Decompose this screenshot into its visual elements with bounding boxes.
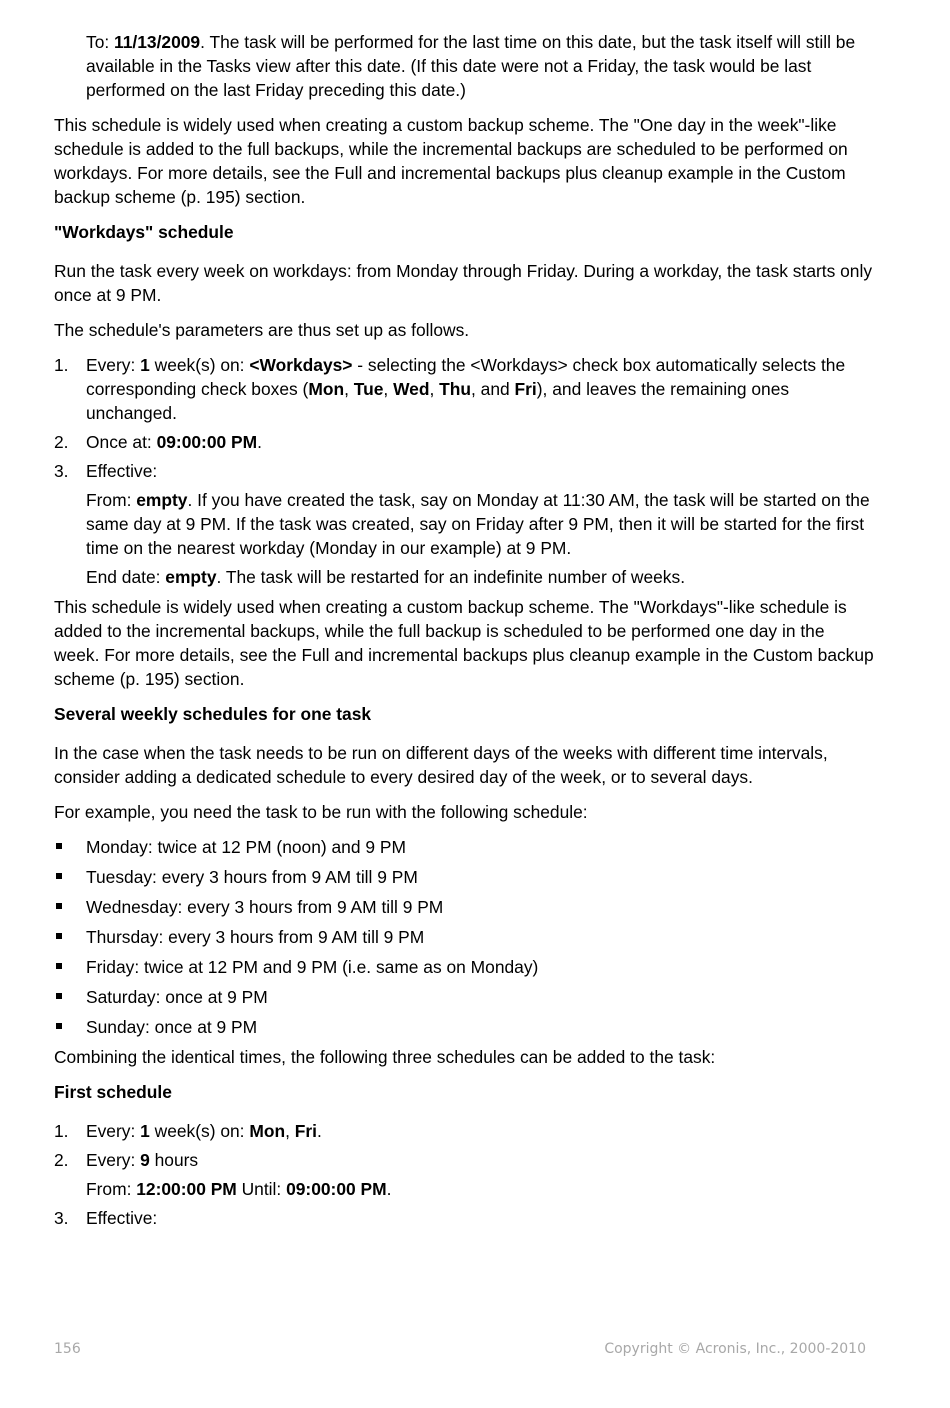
list-number: 1. [54,355,69,375]
from-paragraph [86,488,874,560]
list-item [54,1148,874,1201]
bold-value: 1 [140,1121,150,1141]
text: hours [149,1150,199,1170]
bullet-icon [56,993,62,999]
workdays-params-intro: The schedule's parameters are thus set up as follows. [54,320,470,340]
text: . [386,1179,392,1199]
text: , [285,1121,295,1141]
text: , [344,379,354,399]
bullet-text: Tuesday: every 3 hours from 9 AM till 9 PM [86,867,418,887]
bullet-text: Friday: twice at 12 PM and 9 PM (i.e. same as on Monday) [86,957,539,977]
text: . [316,1121,322,1141]
bullet-text: Sunday: once at 9 PM [86,1017,258,1037]
list-item [54,925,874,949]
one-day-usage-paragraph: This schedule is widely used when creating a custom backup scheme. The "One day in the week"-like schedule is added to the full backups, while the incremental backups are scheduled to be performed on workdays. For more details, see the Full and incremental backups plus cleanup example in the Custom backup scheme (p. 195) section. [54,115,848,207]
bullet-text: Saturday: once at 9 PM [86,987,268,1007]
page-footer [54,1337,866,1361]
effective-label: Effective: [86,461,158,481]
list-item [54,1015,874,1039]
text: , [429,379,440,399]
bold-value: 9 [140,1150,150,1170]
first-schedule-heading: First schedule [54,1082,172,1102]
several-example-intro: For example, you need the task to be run with the following schedule: [54,802,588,822]
bullet-icon [56,963,62,969]
bold-value: Thu [439,379,472,399]
to-date-value: 11/13/2009 [114,32,201,52]
bold-value: 09:00:00 PM [286,1179,387,1199]
workdays-heading: "Workdays" schedule [54,222,234,242]
bold-value: Wed [393,379,430,399]
bold-value: Fri [514,379,537,399]
text: Every: [86,1150,141,1170]
end-date-paragraph [86,565,874,589]
bold-value: 09:00:00 PM [156,432,258,452]
text: Once at: [86,432,157,452]
list-item [54,430,874,454]
to-label: To: [86,32,115,52]
list-number: 1. [54,1121,69,1141]
text: End date: [86,567,166,587]
list-item [54,895,874,919]
bullet-text: Monday: twice at 12 PM (noon) and 9 PM [86,837,406,857]
bullet-icon [56,843,62,849]
list-number: 3. [54,461,69,481]
copyright-notice: Copyright © Acronis, Inc., 2000-2010 [604,1341,866,1357]
list-item [54,985,874,1009]
bold-value: 12:00:00 PM [136,1179,237,1199]
list-item [54,1206,874,1230]
weekly-schedule-list [54,835,874,1039]
text: Every: [86,1121,141,1141]
list-item [54,353,874,425]
page-number: 156 [54,1341,81,1357]
list-item [54,955,874,979]
bold-value: empty [136,490,188,510]
effective-label: Effective: [86,1208,158,1228]
text: Until: [236,1179,287,1199]
list-item [54,865,874,889]
bullet-icon [56,933,62,939]
text: . If you have created the task, say on Monday at 11:30 AM, the task will be started on the same day at 9 PM. If the task was created, say on Friday after 9 PM, then it will be started for the first time on the nearest workday (Monday in our example) at 9 PM. [86,490,870,558]
bullet-text: Wednesday: every 3 hours from 9 AM till 9 PM [86,897,444,917]
list-item [54,1119,874,1143]
workdays-parameter-list [54,353,874,589]
several-intro: In the case when the task needs to be run on different days of the weeks with different time intervals, consider adding a dedicated schedule to every desired day of the week, or to several days. [54,743,828,787]
text: - selecting the <Workdays> check box automatically selects the corresponding check boxes ( [86,355,846,399]
list-number: 3. [54,1208,69,1228]
bold-value: Mon [308,379,345,399]
text: . The task will be restarted for an indefinite number of weeks. [216,567,686,587]
bold-value: Mon [249,1121,286,1141]
list-number: 2. [54,432,69,452]
text: , and [471,379,515,399]
document-page [54,30,874,1235]
list-item [54,835,874,859]
every-hours-line [86,1148,874,1172]
first-schedule-list [54,1119,874,1230]
to-date-description: . The task will be performed for the last time on this date, but the task itself will still be available in the Tasks view after this date. (If this date were not a Friday, the task would be last performed on the last Friday preceding this date.) [86,32,856,100]
bold-value: Tue [353,379,384,399]
combining-paragraph: Combining the identical times, the following three schedules can be added to the task: [54,1047,716,1067]
from-until-line [86,1177,874,1201]
text: From: [86,1179,137,1199]
text: . [257,432,262,452]
bold-value: 1 [140,355,150,375]
bold-value: <Workdays> [249,355,353,375]
list-number: 2. [54,1150,69,1170]
bold-value: Fri [294,1121,317,1141]
text: week(s) on: [149,1121,250,1141]
text: Every: [86,355,141,375]
several-schedules-heading: Several weekly schedules for one task [54,704,372,724]
workdays-usage-paragraph: This schedule is widely used when creating a custom backup scheme. The "Workdays"-like schedule is added to the incremental backups, while the full backup is scheduled to be performed one day in the week. For more details, see the Full and incremental backups plus cleanup example in the Custom backup scheme (p. 195) section. [54,597,874,689]
workdays-intro: Run the task every week on workdays: from Monday through Friday. During a workday, the task starts only once at 9 PM. [54,261,873,305]
text: ), and leaves the remaining ones unchanged. [86,379,790,423]
text: week(s) on: [149,355,250,375]
bullet-text: Thursday: every 3 hours from 9 AM till 9 PM [86,927,425,947]
text: From: [86,490,137,510]
list-item [54,459,874,589]
to-date-paragraph [54,30,874,102]
bullet-icon [56,903,62,909]
bullet-icon [56,873,62,879]
bold-value: empty [165,567,217,587]
bullet-icon [56,1023,62,1029]
text: , [383,379,394,399]
